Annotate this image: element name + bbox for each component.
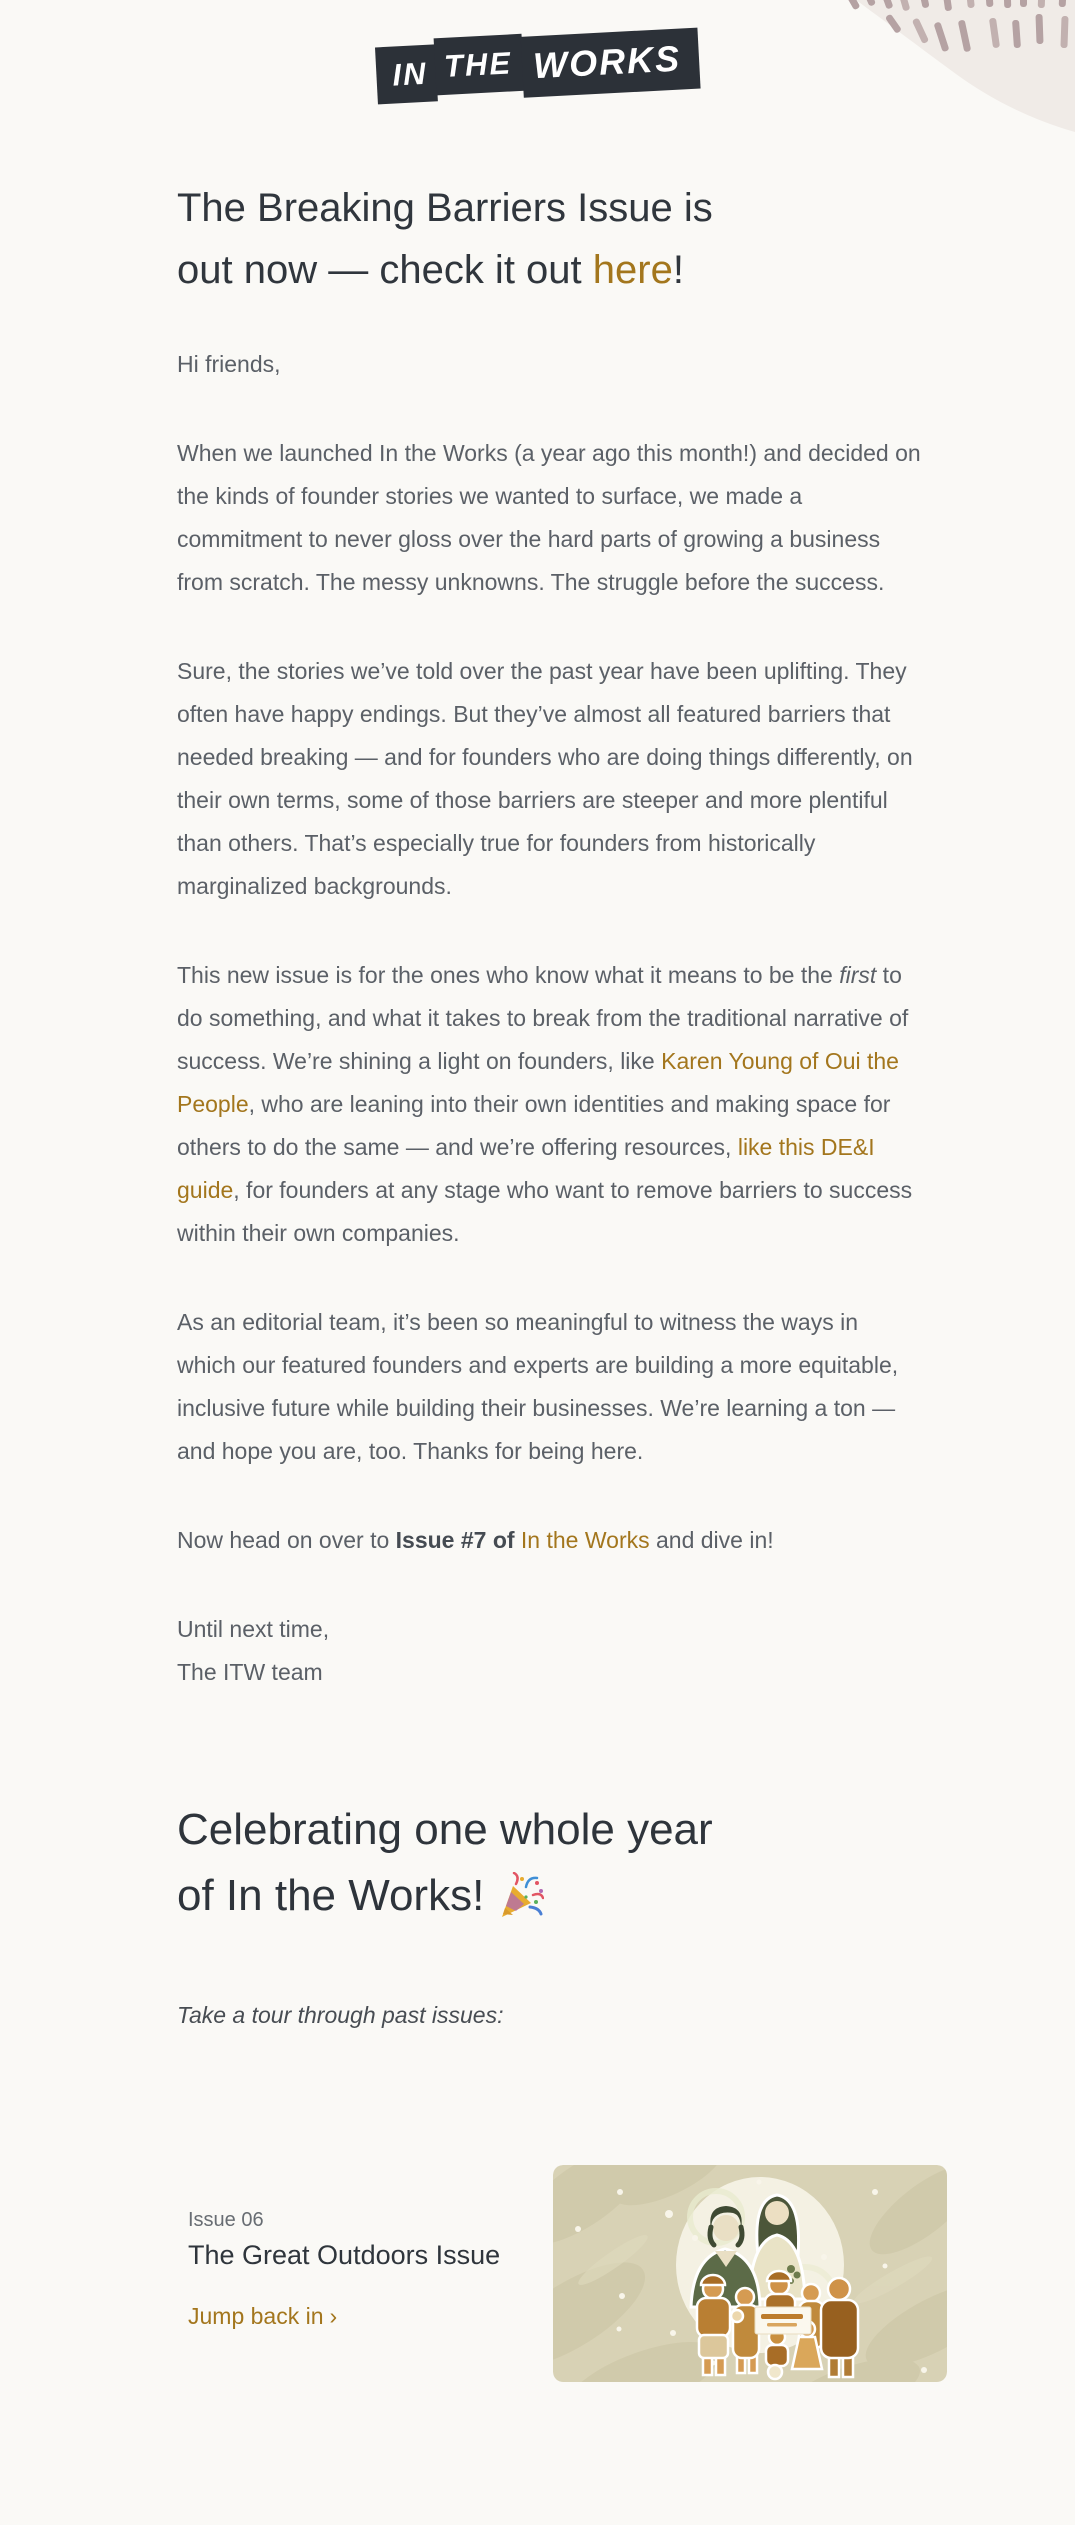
in-the-works-link[interactable]: In the Works [520,1527,650,1553]
new-issue-seg0: This new issue is for the ones who know what it means to be the [177,962,840,988]
issue-image-card[interactable] [553,2165,947,2382]
chevron-right-icon: › [329,2303,338,2329]
paragraph-cta [177,1519,922,1562]
jump-back-label: Jump back in [188,2303,324,2329]
logo-in-the-works[interactable] [375,24,701,102]
new-issue-seg2: , who are leaning into their own identities and making space for others to do the same — and we’re offering resources, [177,1091,891,1160]
jump-back-link[interactable] [188,2303,337,2330]
email-body [177,177,947,2382]
cta-seg1: and dive in! [649,1527,774,1553]
signoff [177,1608,922,1694]
first-emphasis: first [839,962,877,988]
past-issue-info [177,2209,553,2338]
hero-line2-suffix: ! [672,248,684,292]
header [0,0,1075,93]
logo-word-works: WORKS [521,28,701,98]
hero-here-link[interactable]: here [592,248,673,292]
greeting: Hi friends, [177,351,281,377]
signoff-line2: The ITW team [177,1659,323,1685]
karen-young-link[interactable]: Karen Young of Oui the People [177,1048,899,1117]
anniversary-line2: of In the Works! [177,1871,485,1920]
hero-line1: The Breaking Barriers Issue is [177,186,713,230]
party-popper-icon [496,1872,544,1920]
new-issue-seg3: , for founders at any stage who want to remove barriers to success within their own companies. [177,1177,913,1246]
paragraph-new-issue [177,954,922,1255]
logo-word-the: THE [434,34,525,96]
paragraph-launch: When we launched In the Works (a year ago this month!) and decided on the kinds of founder stories we wanted to surface, we made a commitment to never gloss over the hard parts of growing a business from scratch. The messy unknowns. The struggle before the success. [177,440,921,595]
anniversary-heading [177,1797,947,1929]
hero-heading [177,177,947,301]
tour-note: Take a tour through past issues: [177,2002,504,2028]
dei-guide-link[interactable]: like this DE&I guide [177,1134,875,1203]
paragraph-editorial: As an editorial team, it’s been so meaningful to witness the ways in which our featured founders and experts are building a more equitable, inclusive future while building their businesses. We’re learning a ton — and hope you are, too. Thanks for being here. [177,1309,899,1464]
paragraph-stories: Sure, the stories we’ve told over the past year have been uplifting. They often have happy endings. But they’ve almost all featured barriers that needed breaking — and for founders who are doing things differently, on their own terms, some of those barriers are steeper and more plentiful than others. That’s especially true for founders from historically marginalized backgrounds. [177,658,913,899]
signoff-line1: Until next time, [177,1616,330,1642]
issue-number-label: Issue 06 [188,2209,264,2231]
issue7-bold: Issue #7 of [395,1527,521,1553]
anniversary-line1: Celebrating one whole year [177,1805,713,1854]
outdoors-collage-illustration [553,2165,947,2382]
new-issue-seg1: to do something, and what it takes to break from the traditional narrative of success. We’re shining a light on founders, like [177,962,909,1074]
logo-word-in: IN [375,44,438,104]
past-issue-row [177,2165,947,2382]
cta-seg0: Now head on over to [177,1527,396,1553]
hero-line2: out now — check it out [177,248,593,292]
issue-title: The Great Outdoors Issue [188,2240,501,2270]
